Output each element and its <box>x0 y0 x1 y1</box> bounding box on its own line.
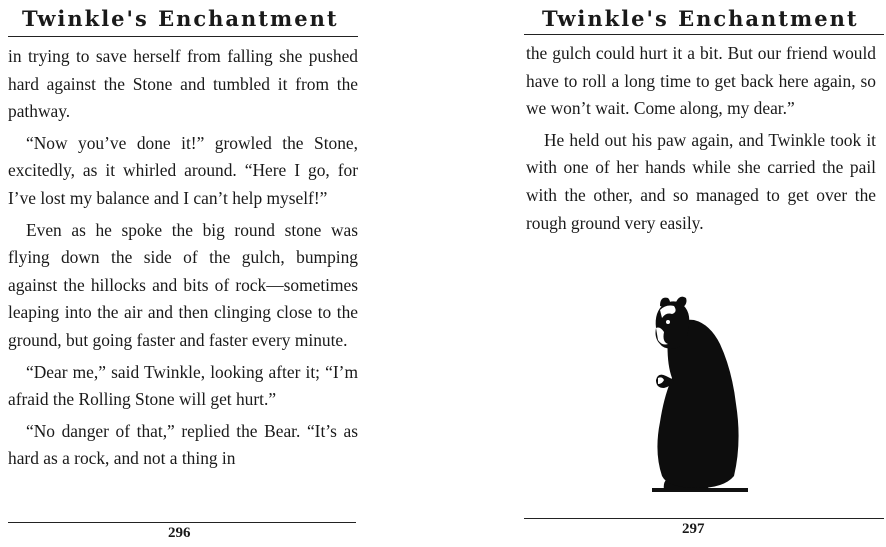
paragraph: “Dear me,” said Twinkle, looking after it; “I’m afraid the Rolling Stone will get hurt.” <box>8 361 358 410</box>
running-head: Twinkle's Enchantment <box>542 6 859 31</box>
paragraph: Even as he spoke the big round stone was flying down the side of the gulch, bumping against the hillocks and bits of rock—sometimes leaping into the air and then clinging close to the ground, but going faster and faster every minute. <box>8 219 358 350</box>
right-page <box>446 0 886 547</box>
left-page <box>0 0 440 547</box>
running-head: Twinkle's Enchantment <box>22 6 339 31</box>
header-rule <box>8 36 358 37</box>
footer-rule <box>8 522 356 523</box>
page-number: 297 <box>682 521 705 537</box>
paragraph: the gulch could hurt it a bit. But our friend would have to roll a long time to get back here again, so we won’t wait. Come along, my dear.” <box>526 43 876 119</box>
body-text <box>8 43 358 477</box>
paragraph: in trying to save herself from falling she pushed hard against the Stone and tumbled it from the pathway. <box>8 46 358 122</box>
bear-eye <box>666 320 670 324</box>
paragraph: He held out his paw again, and Twinkle took it with one of her hands while she carried the pail with the other, and so managed to get over the rough ground very easily. <box>526 129 876 233</box>
page-number: 296 <box>168 525 191 541</box>
paragraph: “No danger of that,” replied the Bear. “It’s as hard as a rock, and not a thing in <box>8 420 358 469</box>
bear-silhouette-illustration <box>638 292 750 498</box>
header-rule <box>524 34 884 35</box>
body-text <box>526 40 876 241</box>
paragraph: “Now you’ve done it!” growled the Stone, excitedly, as it whirled around. “Here I go, for I’ve lost my balance and I can’t help myself!” <box>8 132 358 208</box>
footer-rule <box>524 518 884 519</box>
